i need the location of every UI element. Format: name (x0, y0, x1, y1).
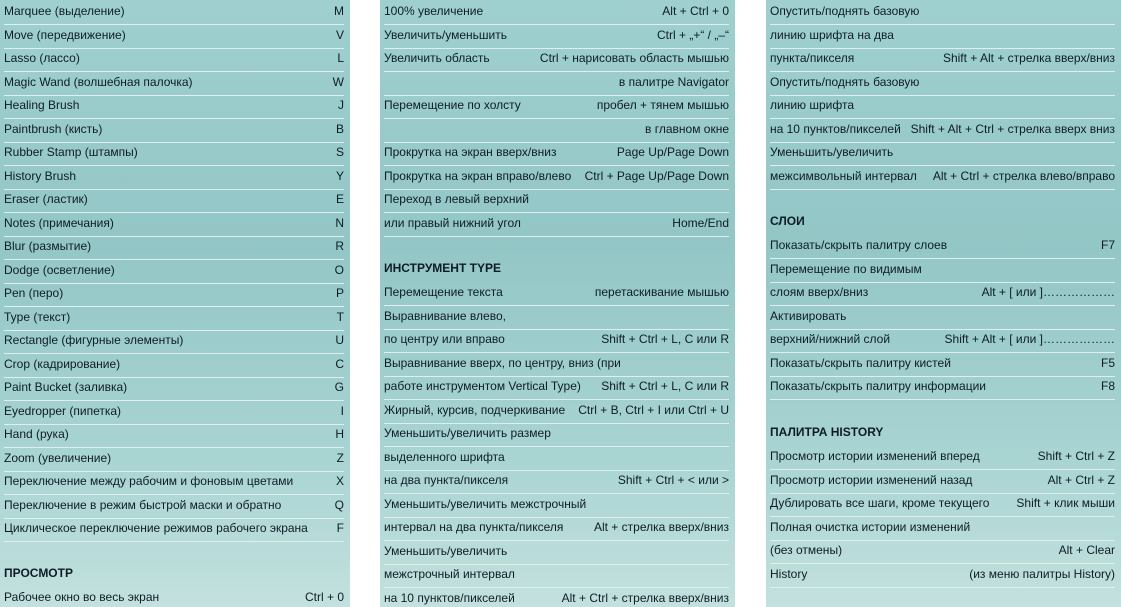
shortcut-action: Уменьшить/увеличить размер (384, 426, 551, 440)
shortcut-action: по центру или вправо (384, 332, 505, 346)
shortcut-keys: F8 (1100, 379, 1115, 393)
shortcut-row (384, 71, 729, 96)
shortcut-row (384, 328, 729, 353)
shortcut-action: Pen (перо) (4, 286, 64, 300)
shortcut-row (4, 517, 344, 542)
shortcut-row (384, 305, 729, 330)
shortcut-action: интервал на два пункта/пикселя (384, 520, 564, 534)
shortcut-row (770, 165, 1115, 190)
shortcut-action: Просмотр истории изменений назад (770, 472, 973, 487)
section-title-layers: СЛОИ (770, 214, 805, 228)
shortcut-keys: J (338, 98, 344, 112)
shortcut-action: Paint Bucket (заливка) (4, 380, 128, 394)
shortcut-row (4, 24, 344, 49)
shortcut-action: Eyedropper (пипетка) (4, 403, 122, 418)
shortcut-keys: Shift + Alt + [ или ]……………… (944, 332, 1115, 346)
shortcut-keys: B (335, 121, 344, 136)
shortcut-row (4, 259, 344, 284)
shortcut-keys: (из меню палитры History) (969, 566, 1115, 581)
shortcut-action: слоям вверх/вниз (770, 285, 869, 299)
shortcut-keys: Alt + Ctrl + стрелка влево/вправо (932, 168, 1115, 183)
shortcut-row (384, 469, 729, 494)
shortcut-keys: E (335, 192, 344, 206)
shortcut-row (4, 94, 344, 119)
shortcut-keys: Shift + Ctrl + Z (1037, 449, 1115, 463)
shortcut-action: Magic Wand (волшебная палочка) (4, 74, 193, 89)
shortcut-row (4, 0, 344, 25)
shortcut-row (384, 563, 729, 588)
shortcut-action: линию шрифта (770, 98, 855, 112)
shortcut-row (384, 446, 729, 471)
shortcut-row (4, 282, 344, 307)
shortcut-row (770, 281, 1115, 306)
shortcut-keys: M (334, 4, 344, 18)
shortcut-keys: F (336, 521, 344, 535)
shortcut-keys: Ctrl + „+“ / „–“ (656, 27, 729, 42)
shortcut-keys: S (335, 145, 344, 159)
shortcut-action: Прокрутка на экран вверх/вниз (384, 145, 557, 159)
shortcut-action: выделенного шрифта (384, 449, 505, 464)
shortcut-keys: в палитре Navigator (618, 74, 729, 89)
shortcut-action: работе инструментом Vertical Type) (384, 379, 581, 393)
shortcut-row (384, 587, 729, 607)
shortcut-action: Rectangle (фигурные элементы) (4, 333, 184, 347)
shortcut-action: верхний/нижний слой (770, 332, 891, 346)
shortcut-keys: Shift + Alt + Ctrl + стрелка вверх вниз (910, 121, 1115, 136)
shortcut-action: Просмотр истории изменений вперед (770, 449, 980, 463)
shortcut-row (770, 0, 1115, 25)
shortcut-row (384, 0, 729, 25)
shortcut-keys: W (332, 74, 344, 89)
shortcut-action: Уменьшить/увеличить межстрочный (384, 496, 587, 511)
shortcut-row (770, 305, 1115, 330)
shortcut-action: или правый нижний угол (384, 215, 521, 230)
shortcut-action: 100% увеличение (384, 4, 484, 18)
shortcut-action: Dodge (осветление) (4, 262, 115, 277)
shortcut-row (770, 352, 1115, 377)
shortcut-row (4, 423, 344, 448)
shortcut-action: Перемещение по холсту (384, 98, 521, 112)
shortcut-keys: T (336, 309, 344, 324)
shortcut-action: Lasso (лассо) (4, 51, 80, 65)
shortcut-action: Выравнивание вверх, по центру, вниз (при (384, 355, 621, 370)
shortcut-row (770, 258, 1115, 283)
shortcut-keys: Alt + Ctrl + 0 (662, 4, 729, 18)
shortcut-action: History (770, 566, 808, 581)
shortcut-row (4, 470, 344, 495)
shortcut-action: межстрочный интервал (384, 567, 515, 581)
shortcut-row (384, 141, 729, 166)
shortcut-row (770, 71, 1115, 96)
shortcut-action: Notes (примечания) (4, 215, 114, 230)
shortcut-row (384, 94, 729, 119)
shortcut-column-3 (766, 0, 1121, 607)
section-title-view: ПРОСМОТР (4, 566, 73, 580)
shortcut-action: Увеличить/уменьшить (384, 27, 507, 42)
shortcut-action: пункта/пикселя (770, 51, 855, 65)
shortcut-action: Hand (рука) (4, 427, 69, 441)
shortcut-row (4, 47, 344, 72)
shortcut-row (770, 469, 1115, 494)
shortcut-row (384, 212, 729, 237)
shortcut-keys: Alt + Clear (1058, 543, 1115, 557)
shortcut-action: Eraser (ластик) (4, 192, 88, 206)
section-title-type-tool: ИНСТРУМЕНТ TYPE (384, 261, 501, 275)
shortcut-action: Move (передвижение) (4, 27, 126, 42)
shortcut-row (770, 328, 1115, 353)
shortcut-row (4, 212, 344, 237)
shortcut-row (4, 306, 344, 331)
shortcut-row (4, 400, 344, 425)
shortcut-action: Уменьшить/увеличить (770, 145, 894, 159)
shortcut-action: Показать/скрыть палитру кистей (770, 355, 951, 370)
shortcut-keys: C (335, 356, 344, 371)
shortcut-keys: G (334, 380, 344, 394)
shortcut-keys: Ctrl + B, Ctrl + I или Ctrl + U (578, 402, 729, 417)
shortcut-action: Marquee (выделение) (4, 4, 125, 18)
shortcut-keys: Shift + клик мыши (1016, 496, 1115, 510)
shortcut-action: Healing Brush (4, 98, 80, 112)
shortcut-row (4, 329, 344, 354)
shortcut-keys: Ctrl + нарисовать область мышью (539, 51, 729, 65)
shortcut-keys: X (335, 474, 344, 488)
shortcut-action: линию шрифта на два (770, 27, 894, 42)
shortcut-row (384, 281, 729, 306)
shortcut-row (4, 447, 344, 472)
shortcut-row (384, 493, 729, 518)
shortcut-row (4, 165, 344, 190)
shortcut-row (4, 141, 344, 166)
shortcut-action: на 10 пунктов/пикселей (770, 121, 901, 136)
shortcut-keys: Z (336, 450, 344, 465)
shortcut-action: на 10 пунктов/пикселей (384, 590, 515, 605)
shortcut-keys: Shift + Ctrl + L, C или R (601, 379, 729, 393)
shortcut-action: Выравнивание влево, (384, 308, 506, 323)
shortcut-action: Опустить/поднять базовую (770, 74, 920, 89)
shortcut-action: Paintbrush (кисть) (4, 121, 103, 136)
shortcut-keys: Alt + Ctrl + стрелка вверх/вниз (561, 590, 729, 605)
shortcut-row (4, 235, 344, 260)
shortcut-keys: Y (335, 168, 344, 183)
shortcut-row (770, 118, 1115, 143)
shortcut-row (4, 188, 344, 213)
shortcut-keys: пробел + тянем мышью (596, 98, 729, 112)
shortcut-action: Переход в левый верхний (384, 192, 529, 206)
shortcut-row: Рабочее окно во весь экран Ctrl + 0 (4, 590, 344, 604)
shortcut-keys: Q (334, 497, 344, 512)
shortcut-action: Дублировать все шаги, кроме текущего (770, 496, 990, 510)
shortcut-action: History Brush (4, 168, 77, 183)
shortcut-action: Показать/скрыть палитру информации (770, 379, 986, 393)
shortcut-keys: Page Up/Page Down (616, 145, 729, 159)
shortcut-row (770, 234, 1115, 259)
shortcut-keys: Alt + стрелка вверх/вниз (593, 520, 729, 534)
shortcut-action: Type (текст) (4, 309, 71, 324)
shortcut-action: Zoom (увеличение) (4, 450, 112, 465)
shortcut-column-2 (380, 0, 735, 607)
shortcut-action: Показать/скрыть палитру слоев (770, 238, 948, 252)
shortcut-row (384, 540, 729, 565)
shortcut-action: Rubber Stamp (штампы) (4, 145, 138, 159)
shortcut-row (384, 352, 729, 377)
shortcut-row (4, 71, 344, 96)
shortcut-action: Увеличить область (384, 51, 490, 65)
shortcut-row (770, 94, 1115, 119)
shortcut-action: на два пункта/пикселя (384, 473, 509, 487)
shortcut-action: Опустить/поднять базовую (770, 4, 920, 18)
shortcut-column-1 (0, 0, 350, 607)
shortcut-keys: F5 (1100, 355, 1115, 370)
shortcut-keys: Shift + Ctrl + L, C или R (601, 332, 729, 346)
shortcut-row (770, 141, 1115, 166)
shortcut-row (4, 494, 344, 519)
shortcut-keys: в главном окне (645, 121, 729, 136)
shortcut-action: (без отмены) (770, 543, 843, 557)
shortcut-keys: F7 (1100, 238, 1115, 252)
shortcut-action: Переключение между рабочим и фоновым цветами (4, 474, 294, 488)
shortcut-keys: N (335, 215, 344, 230)
shortcut-action: Переключение в режим быстрой маски и обратно (4, 497, 282, 512)
shortcut-keys: H (335, 427, 344, 441)
shortcut-keys: I (340, 403, 344, 418)
shortcut-row (384, 118, 729, 143)
shortcut-row (770, 375, 1115, 400)
shortcut-action: Полная очистка истории изменений (770, 519, 971, 534)
shortcut-keys: Ctrl + Page Up/Page Down (584, 168, 729, 183)
shortcut-row (384, 165, 729, 190)
shortcut-row (4, 376, 344, 401)
shortcut-action: Прокрутка на экран вправо/влево (384, 168, 572, 183)
shortcut-keys: O (334, 262, 344, 277)
section-title-history-palette: ПАЛИТРА HISTORY (770, 425, 884, 439)
shortcut-row (770, 47, 1115, 72)
shortcut-keys: Home/End (672, 215, 729, 230)
shortcut-row (4, 353, 344, 378)
shortcut-row (384, 399, 729, 424)
shortcut-action: межсимвольный интервал (770, 168, 917, 183)
shortcut-keys: P (335, 286, 344, 300)
shortcut-keys: Shift + Alt + стрелка вверх/вниз (942, 51, 1115, 65)
shortcut-keys: L (337, 51, 344, 65)
shortcut-action: Crop (кадрирование) (4, 356, 121, 371)
shortcut-keys: U (335, 333, 344, 347)
shortcut-action: Перемещение текста (384, 285, 503, 299)
shortcut-action: Активировать (770, 308, 847, 323)
shortcut-row (770, 24, 1115, 49)
shortcut-row (384, 375, 729, 400)
shortcut-row (384, 24, 729, 49)
shortcut-action: Blur (размытие) (4, 239, 92, 253)
shortcut-keys: V (335, 27, 344, 42)
shortcut-action: Циклическое переключение режимов рабочего экрана (4, 521, 308, 535)
shortcut-row (770, 445, 1115, 470)
shortcut-keys: Shift + Ctrl + < или > (617, 473, 729, 487)
shortcut-action: Уменьшить/увеличить (384, 543, 508, 558)
shortcut-row (384, 188, 729, 213)
shortcut-action: Перемещение по видимым (770, 261, 922, 276)
shortcut-row (770, 539, 1115, 564)
shortcut-row (770, 516, 1115, 541)
shortcut-row (4, 118, 344, 143)
shortcut-keys: Alt + [ или ]……………… (981, 285, 1115, 299)
shortcut-row (770, 492, 1115, 517)
shortcut-keys: перетаскивание мышью (594, 285, 729, 299)
shortcut-row (384, 516, 729, 541)
shortcut-action: Жирный, курсив, подчеркивание (384, 402, 566, 417)
shortcut-row (384, 47, 729, 72)
shortcut-keys: Alt + Ctrl + Z (1047, 472, 1115, 487)
shortcut-keys: R (335, 239, 344, 253)
shortcut-row (384, 422, 729, 447)
shortcut-row (770, 563, 1115, 588)
